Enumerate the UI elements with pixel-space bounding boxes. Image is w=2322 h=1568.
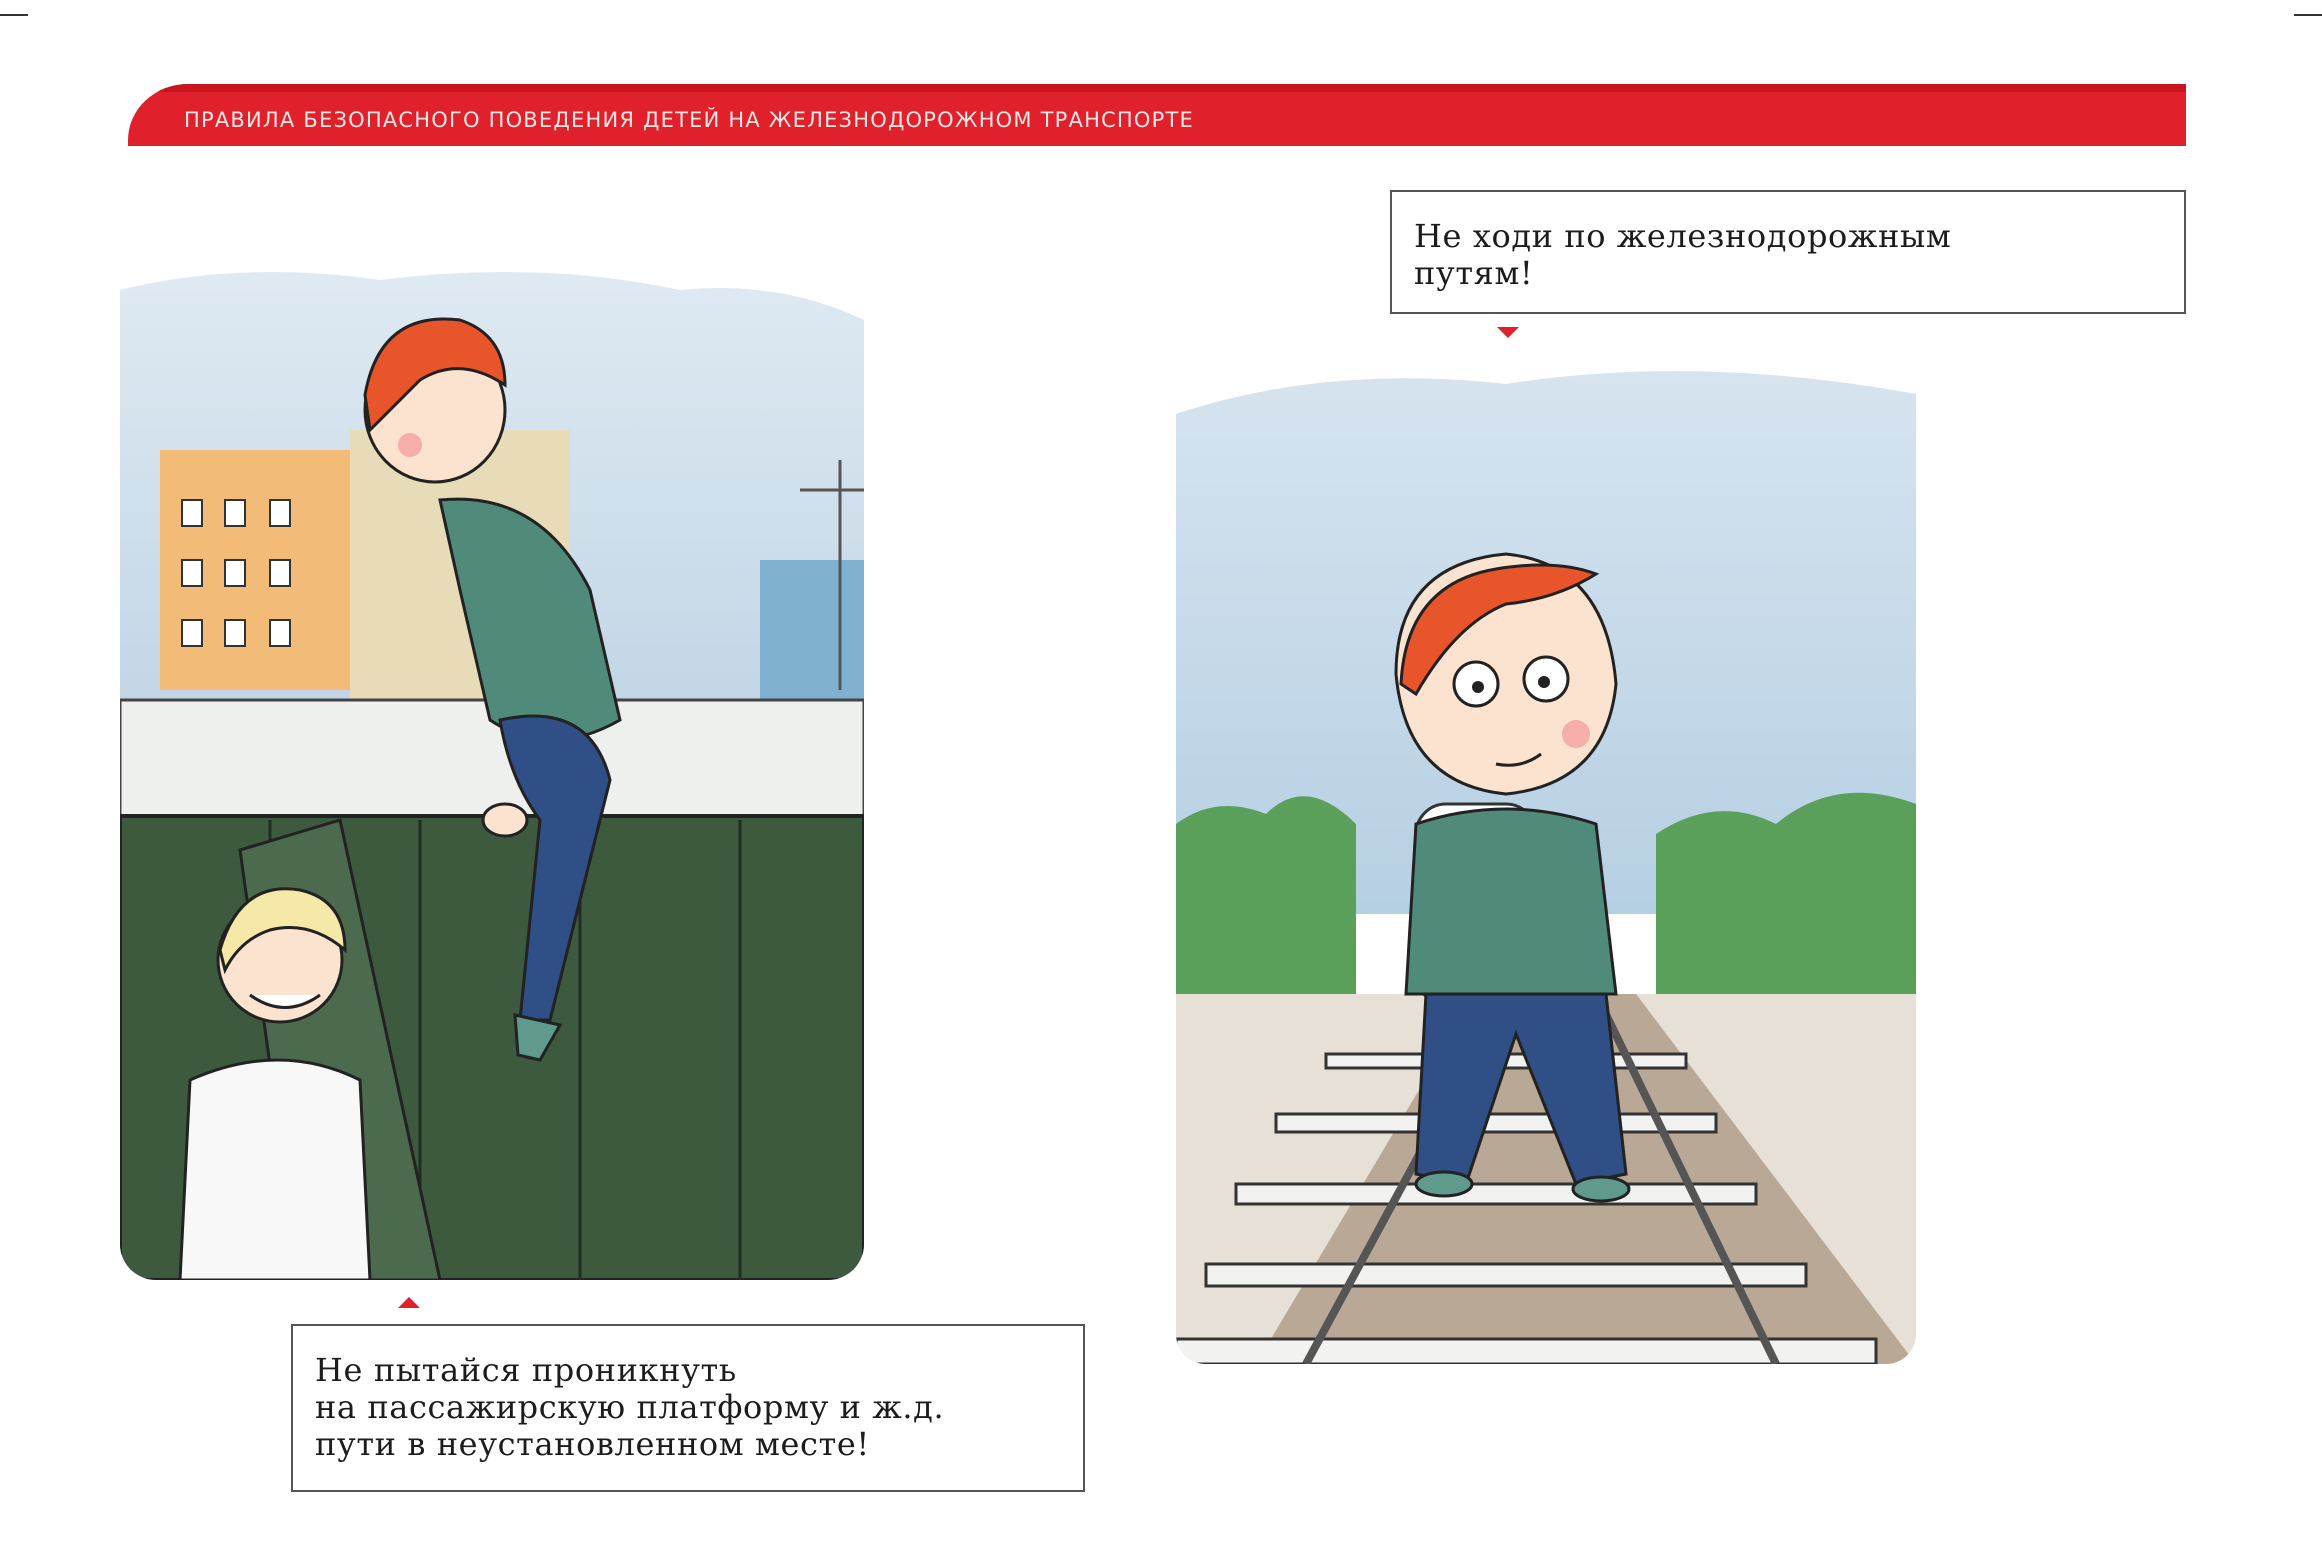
caption-line: на пассажирскую платформу и ж.д. <box>315 1388 945 1426</box>
caption-line: путям! <box>1414 254 1534 292</box>
caption-line: Не ходи по железнодорожным <box>1414 217 1952 255</box>
pointer-up-icon <box>398 1297 420 1308</box>
pointer-down-icon <box>1497 327 1519 338</box>
building-blue <box>760 560 864 720</box>
crop-mark-left <box>0 14 28 16</box>
page-title: ПРАВИЛА БЕЗОПАСНОГО ПОВЕДЕНИЯ ДЕТЕЙ НА ЖЕЛЕЗНОДОРОЖНОМ ТРАНСПОРТЕ <box>184 108 1194 132</box>
header-banner <box>128 84 2186 146</box>
illustration-railway-tracks <box>1176 354 1916 1364</box>
caption-platform <box>291 1324 1085 1492</box>
crop-mark-right <box>2294 14 2322 16</box>
illustration-climbing-fence <box>120 260 864 1280</box>
caption-line: пути в неустановленном месте! <box>315 1425 870 1463</box>
banner-strip <box>128 84 2186 92</box>
caption-railway-tracks <box>1390 190 2186 314</box>
caption-line: Не пытайся проникнуть <box>315 1351 737 1389</box>
